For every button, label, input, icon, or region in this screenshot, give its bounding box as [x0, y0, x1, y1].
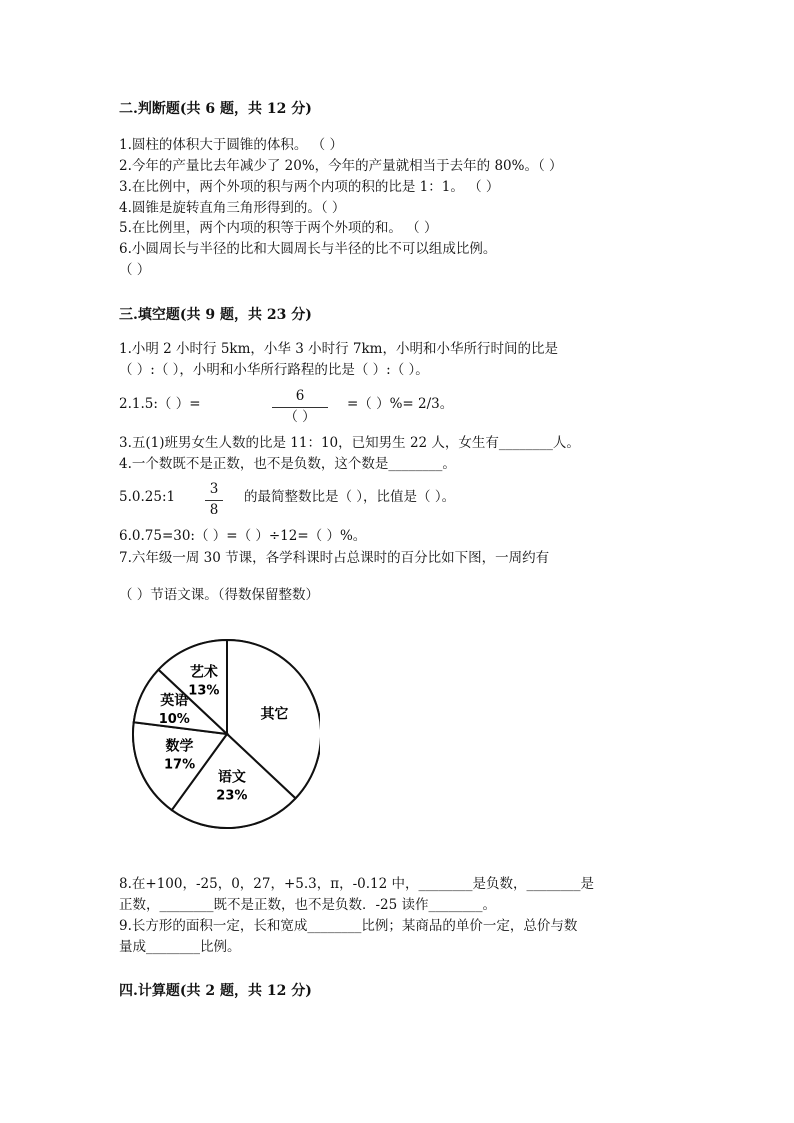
s3-question-8-line2: 正数，________既不是正数，也不是负数．-25 读作________。 [119, 897, 497, 913]
section3-heading: 三.填空题(共 9 题，共 23 分) [119, 307, 312, 323]
s2-question-4: 4.圆锥是旋转直角三角形得到的。（ ） [119, 200, 346, 216]
subject-percentage-pie-chart [120, 630, 320, 850]
s3-question-7-line1: 7.六年级一周 30 节课，各学科课时占总课时的百分比如下图，一周约有 [119, 550, 550, 566]
s3-question-1-line2: （ ）:（ ），小明和小华所行路程的比是（ ）:（ ）。 [119, 362, 429, 378]
s2-question-6-line2: （ ） [119, 262, 151, 278]
fraction-numerator: 6 [295, 388, 305, 404]
fraction-denominator: 8 [209, 501, 219, 518]
s2-question-2: 2.今年的产量比去年减少了 20%，今年的产量就相当于去年的 80%。（ ） [119, 158, 563, 174]
s3-question-5-suffix: 的最简整数比是（ ），比值是（ ）。 [244, 489, 456, 505]
s3-question-5-prefix: 5.0.25:1 [119, 489, 176, 505]
section2-heading: 二.判断题(共 6 题，共 12 分) [119, 101, 312, 117]
s2-question-6-line1: 6.小圆周长与半径的比和大圆周长与半径的比不可以组成比例。 [119, 241, 497, 257]
fraction-denominator: （ ） [284, 408, 316, 425]
s3-question-2-fraction [272, 390, 328, 424]
s2-question-5: 5.在比例里，两个内项的积等于两个外项的和。 （ ） [119, 220, 438, 236]
s2-question-3: 3.在比例中，两个外项的积与两个内项的积的比是 1：1。 （ ） [119, 179, 500, 195]
section4-heading: 四.计算题(共 2 题，共 12 分) [119, 983, 312, 999]
s3-question-2-prefix: 2.1.5:（ ）= [119, 396, 201, 412]
pie-slice-label: 其它 [260, 706, 289, 723]
s2-question-1: 1.圆柱的体积大于圆锥的体积。 （ ） [119, 137, 343, 153]
s3-question-2-suffix: =（ ）%= 2/3。 [347, 396, 454, 412]
s3-question-6: 6.0.75=30:（ ）=（ ）÷12=（ ）%。 [119, 528, 367, 544]
pie-slice-value-label: 13% [188, 683, 220, 699]
pie-slice-value-label: 17% [163, 757, 196, 773]
fraction-bar [272, 407, 328, 408]
s3-question-9-line2: 量成________比例。 [119, 939, 241, 955]
pie-slice-value-label: 23% [216, 788, 248, 804]
pie-slice-label: 数学 [165, 738, 194, 755]
pie-slice-label: 英语 [160, 693, 189, 710]
pie-slice-label: 艺术 [189, 664, 218, 681]
fraction-numerator: 3 [209, 481, 219, 497]
s3-question-7-line2: （ ）节语文课。（得数保留整数） [119, 587, 320, 603]
s3-question-1-line1: 1.小明 2 小时行 5km，小华 3 小时行 7km，小明和小华所行时间的比是 [119, 341, 558, 357]
s3-question-8-line1: 8.在+100，-25，0，27，+5.3，π，-0.12 中，________是负数，________是 [119, 876, 595, 892]
pie-slice-value-label: 10% [158, 712, 190, 728]
pie-slice-label: 语文 [217, 769, 246, 786]
s3-question-3: 3.五(1)班男女生人数的比是 11：10，已知男生 22 人，女生有________人。 [119, 435, 580, 451]
s3-question-9-line1: 9.长方形的面积一定，长和宽成________比例；某商品的单价一定，总价与数 [119, 918, 578, 934]
fraction-bar [205, 500, 223, 501]
s3-question-5-fraction [205, 483, 223, 517]
s3-question-4: 4.一个数既不是正数，也不是负数，这个数是________。 [119, 456, 456, 472]
